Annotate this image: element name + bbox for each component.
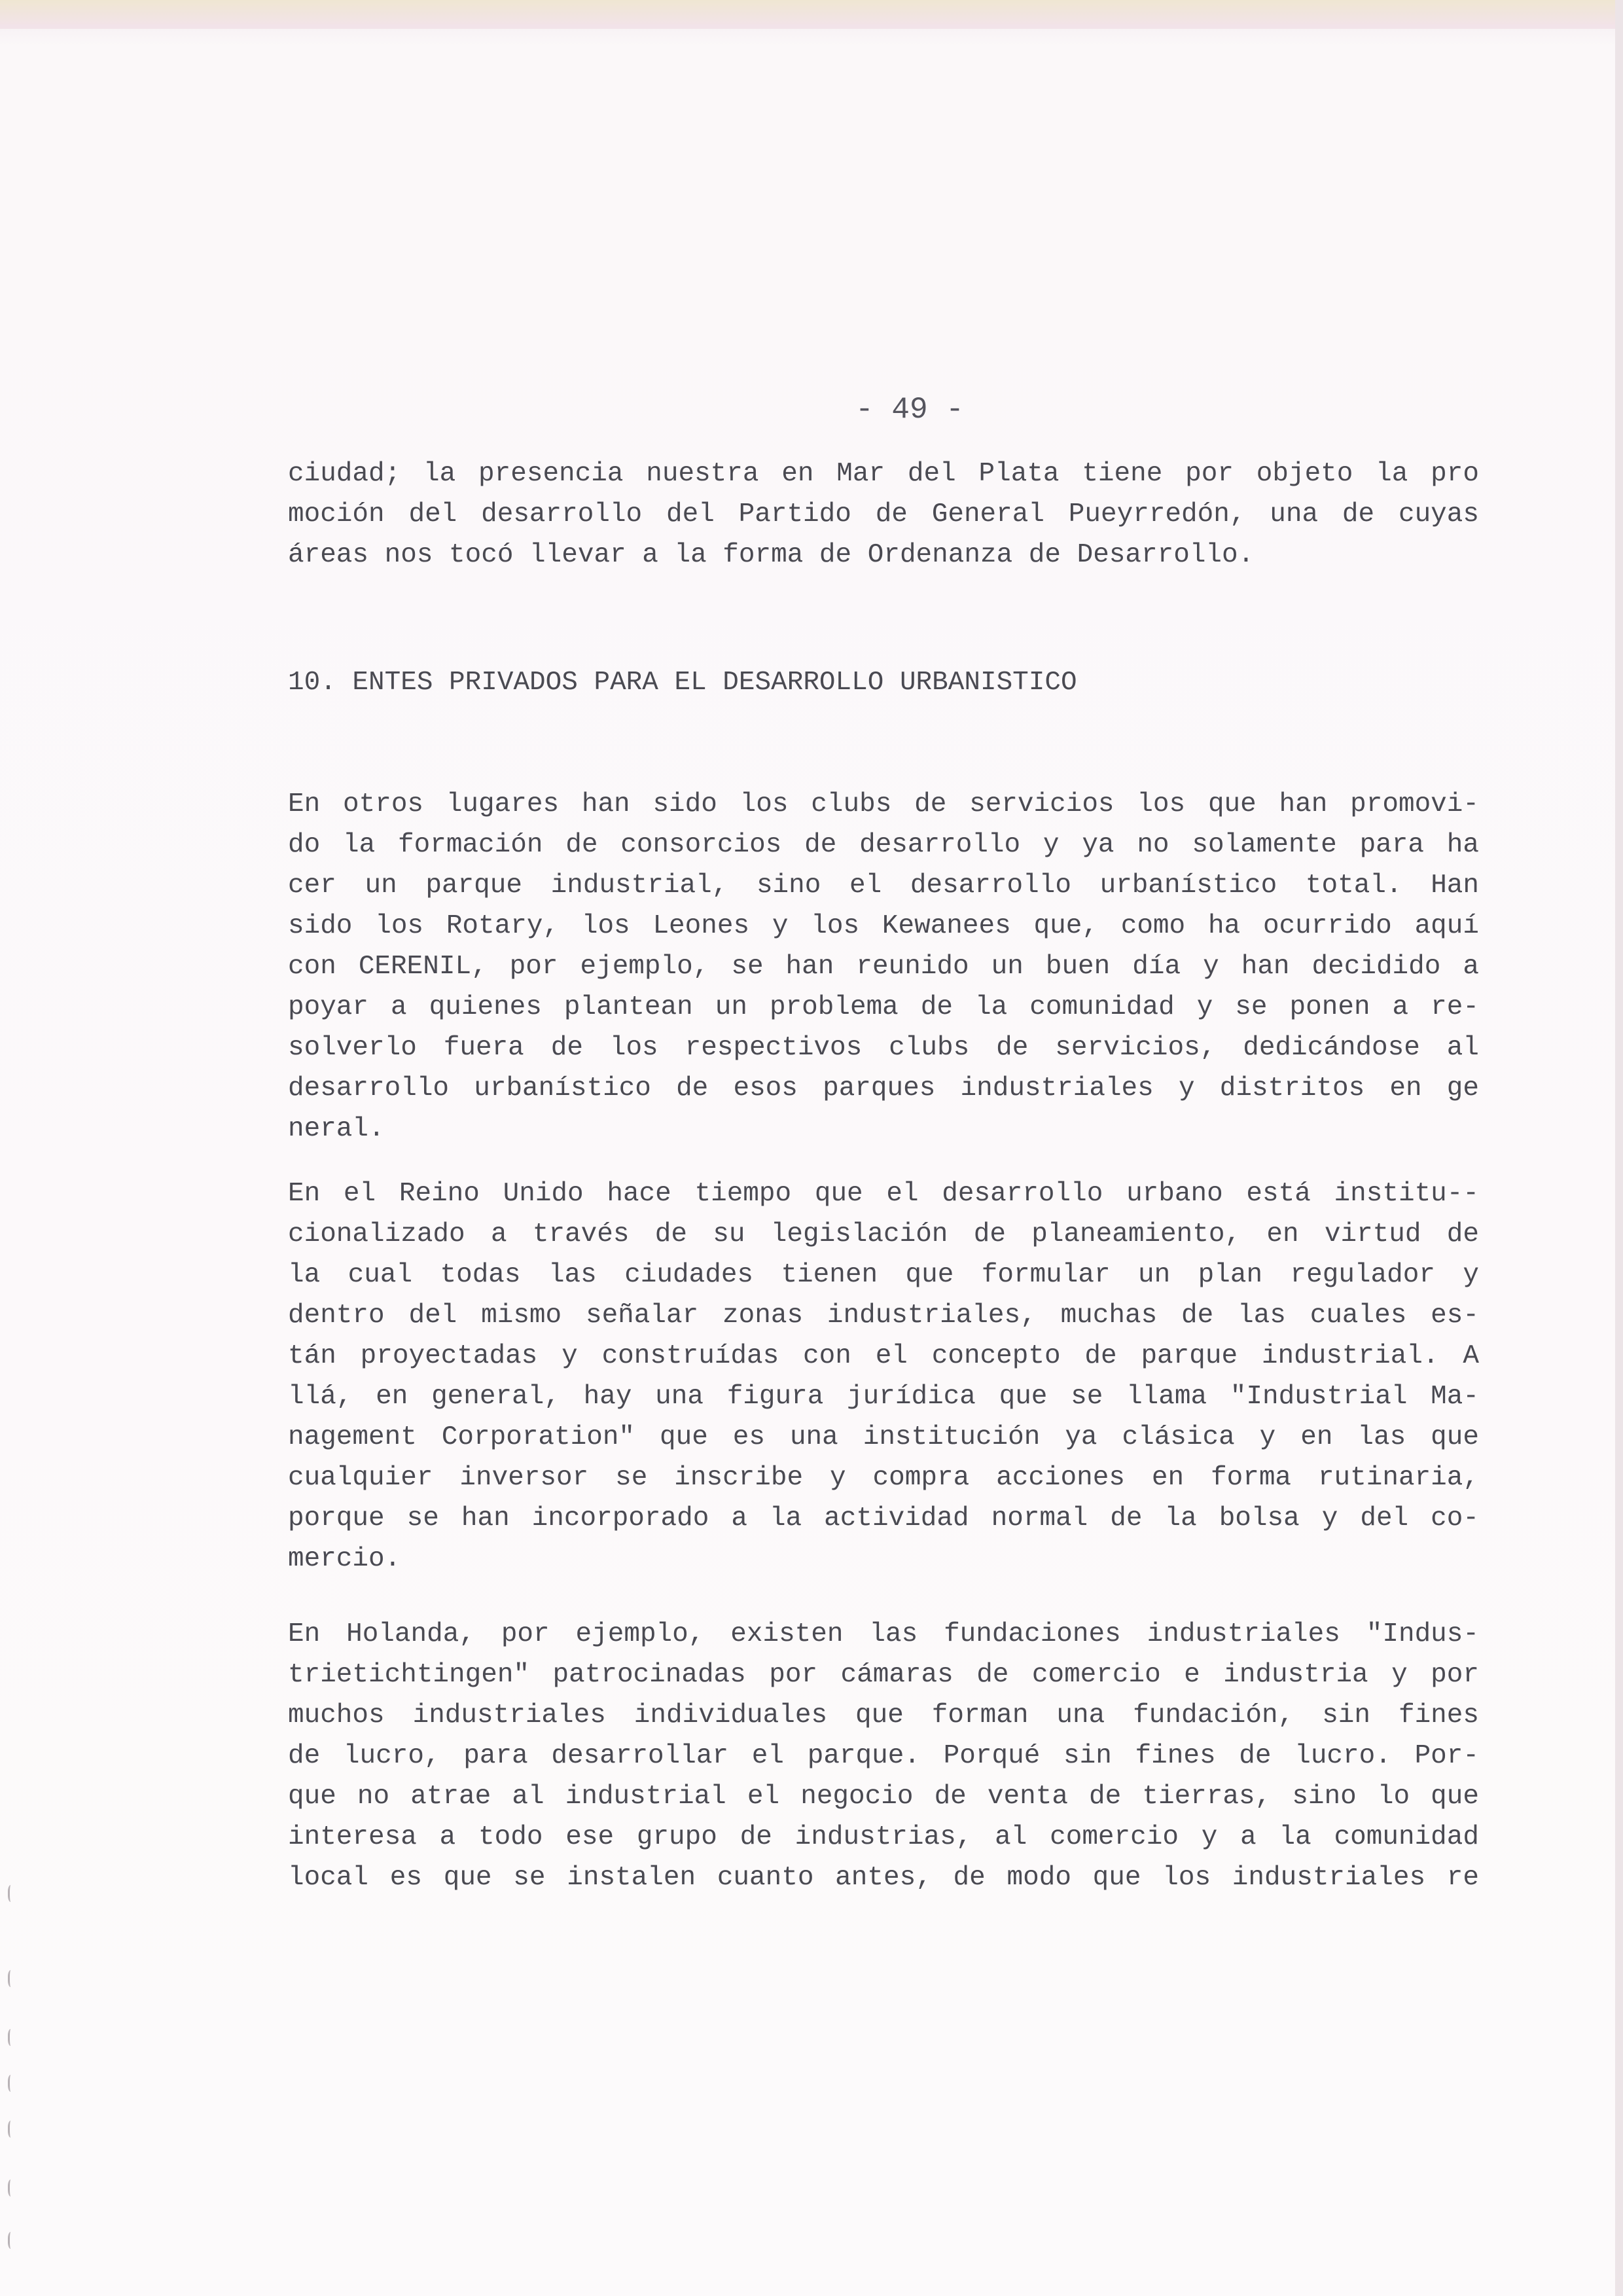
text-line: cer un parque industrial, sino el desarrollo urbanístico total. Han [288,870,1479,901]
text-line: En Holanda, por ejemplo, existen las fundaciones industriales "Indus- [288,1619,1479,1649]
margin-punch-mark [8,2121,15,2138]
intro-paragraph [288,454,1479,575]
text-line: áreas nos tocó llevar a la forma de Ordenanza de Desarrollo. [288,540,1255,570]
paragraph-holanda [288,1614,1479,1898]
text-line: ciudad; la presencia nuestra en Mar del Plata tiene por objeto la pro [288,459,1479,489]
text-line: porque se han incorporado a la actividad normal de la bolsa y del co- [288,1503,1479,1534]
paragraph-reino-unido [288,1174,1479,1579]
page-number: - 49 - [855,393,964,427]
text-line: En el Reino Unido hace tiempo que el desarrollo urbano está institu-- [288,1179,1479,1209]
margin-punch-mark [8,2179,15,2197]
margin-punch-mark [8,1970,15,1987]
text-line: interesa a todo ese grupo de industrias, al comercio y a la comunidad [288,1822,1479,1852]
text-line: poyar a quienes plantean un problema de la comunidad y se ponen a re- [288,992,1479,1022]
text-line: de lucro, para desarrollar el parque. Porqué sin fines de lucro. Por- [288,1741,1479,1771]
text-line: mercio. [288,1544,401,1574]
paragraph-clubs [288,784,1479,1149]
text-line: muchos industriales individuales que forman una fundación, sin fines [288,1700,1479,1731]
text-line: sido los Rotary, los Leones y los Kewanees que, como ha ocurrido aquí [288,911,1479,941]
text-line: trietichtingen" patrocinadas por cámaras de comercio e industria y por [288,1660,1479,1690]
text-line: moción del desarrollo del Partido de General Pueyrredón, una de cuyas [288,499,1479,529]
margin-punch-mark [8,2029,15,2046]
page-top-edge [0,0,1623,29]
text-line: local es que se instalen cuanto antes, de modo que los industriales re [288,1863,1479,1893]
text-line: cualquier inversor se inscribe y compra acciones en forma rutinaria, [288,1463,1479,1493]
margin-punch-mark [8,2232,15,2249]
text-line: llá, en general, hay una figura jurídica que se llama "Industrial Ma- [288,1382,1479,1412]
text-line: dentro del mismo señalar zonas industriales, muchas de las cuales es- [288,1300,1479,1331]
text-line: solverlo fuera de los respectivos clubs de servicios, dedicándose al [288,1033,1479,1063]
section-heading: 10. ENTES PRIVADOS PARA EL DESARROLLO URBANISTICO [288,668,1077,698]
page-right-edge [1615,0,1623,2296]
text-line: cionalizado a través de su legislación de planeamiento, en virtud de [288,1219,1479,1249]
text-line: neral. [288,1114,385,1144]
text-line: do la formación de consorcios de desarrollo y ya no solamente para ha [288,830,1479,860]
text-line: que no atrae al industrial el negocio de venta de tierras, sino lo que [288,1782,1479,1812]
text-line: con CERENIL, por ejemplo, se han reunido un buen día y han decidido a [288,952,1479,982]
text-line: nagement Corporation" que es una institución ya clásica y en las que [288,1422,1479,1452]
text-line: la cual todas las ciudades tienen que formular un plan regulador y [288,1260,1479,1290]
text-line: tán proyectadas y construídas con el concepto de parque industrial. A [288,1341,1479,1371]
text-line: En otros lugares han sido los clubs de servicios los que han promovi- [288,789,1479,819]
margin-punch-mark [8,1885,15,1902]
text-line: desarrollo urbanístico de esos parques industriales y distritos en ge [288,1073,1479,1103]
margin-punch-mark [8,2075,15,2092]
